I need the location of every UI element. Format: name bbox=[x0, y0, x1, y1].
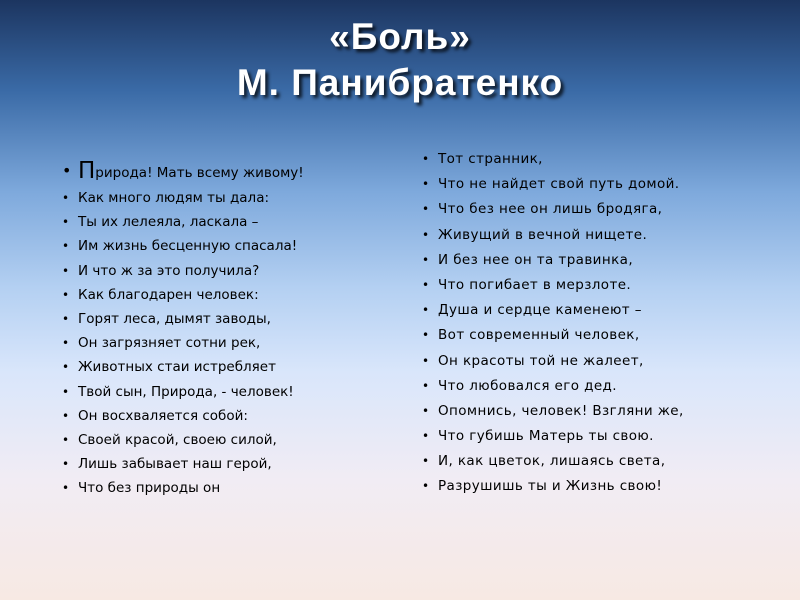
poem-line bbox=[62, 234, 392, 258]
poem-line-text: Живущий в вечной нищете. bbox=[438, 226, 648, 243]
bullet-icon: • bbox=[62, 336, 70, 351]
poem-line bbox=[62, 331, 392, 355]
poem-line bbox=[62, 283, 392, 307]
poem-line bbox=[62, 428, 392, 452]
bullet-icon: • bbox=[62, 408, 70, 423]
poem-line-text: Им жизнь бесценную спасала! bbox=[78, 238, 298, 255]
poem-line bbox=[62, 210, 392, 234]
poem-line bbox=[62, 476, 392, 500]
bullet-icon: • bbox=[422, 177, 430, 192]
poem-line bbox=[422, 474, 782, 499]
bullet-icon: • bbox=[422, 378, 430, 393]
bullet-icon: • bbox=[62, 384, 70, 399]
poem-line bbox=[62, 307, 392, 331]
poem-line-text: Вот современный человек, bbox=[438, 327, 640, 344]
bullet-icon: • bbox=[422, 479, 430, 494]
bullet-icon: • bbox=[62, 287, 70, 302]
bullet-icon: • bbox=[62, 161, 72, 180]
poem-line-text: Душа и сердце каменеют – bbox=[438, 302, 642, 319]
poem-line-text: Лишь забывает наш герой, bbox=[78, 456, 272, 473]
poem-line-text: Как много людям ты дала: bbox=[78, 190, 270, 206]
bullet-icon: • bbox=[62, 215, 70, 230]
bullet-icon: • bbox=[422, 202, 430, 217]
poem-line-text: Твой сын, Природа, - человек! bbox=[78, 383, 294, 400]
poem-line bbox=[422, 424, 782, 449]
left-column bbox=[62, 158, 392, 500]
poem-line-text: Как благодарен человек: bbox=[78, 286, 259, 303]
poem-line bbox=[62, 452, 392, 476]
poem-line bbox=[422, 349, 782, 374]
poem-line bbox=[422, 273, 782, 298]
bullet-icon: • bbox=[422, 252, 430, 267]
bullet-icon: • bbox=[62, 360, 70, 375]
poem-line bbox=[422, 298, 782, 323]
bullet-icon: • bbox=[422, 277, 430, 292]
bullet-icon: • bbox=[422, 227, 430, 242]
poem-line-text: Что губишь Матерь ты свою. bbox=[438, 428, 654, 445]
poem-line-text: И что ж за это получила? bbox=[78, 262, 260, 279]
bullet-icon: • bbox=[62, 432, 70, 447]
first-line-text: рирода! Мать всему живому! bbox=[95, 165, 304, 181]
poem-line bbox=[62, 355, 392, 379]
bullet-icon: • bbox=[422, 303, 430, 318]
bullet-icon: • bbox=[62, 239, 70, 254]
poem-line bbox=[422, 223, 782, 248]
poem-line-text: Горят леса, дымят заводы, bbox=[78, 310, 271, 327]
bullet-icon: • bbox=[422, 454, 430, 469]
bullet-icon: • bbox=[422, 403, 430, 418]
poem-line bbox=[422, 248, 782, 273]
poem-line bbox=[422, 172, 782, 197]
right-column bbox=[422, 147, 782, 500]
poem-line-text: Что погибает в мерзлоте. bbox=[438, 276, 632, 293]
poem-line-text: Своей красой, своею силой, bbox=[78, 431, 277, 448]
poem-line-text: Что без нее он лишь бродяга, bbox=[438, 201, 663, 218]
poem-line-text: Опомнись, человек! Взгляни же, bbox=[438, 402, 684, 419]
bullet-icon: • bbox=[422, 152, 430, 166]
poem-line-text: Что не найдет свой путь домой. bbox=[438, 176, 680, 193]
poem-title: «Боль» bbox=[329, 16, 471, 57]
poem-line-text: Тот странник, bbox=[438, 151, 543, 167]
first-line-initial: П bbox=[78, 158, 96, 184]
bullet-icon: • bbox=[62, 191, 70, 205]
bullet-icon: • bbox=[62, 457, 70, 472]
poem-line-text: И, как цветок, лишаясь света, bbox=[438, 453, 666, 470]
bullet-icon: • bbox=[422, 328, 430, 343]
poem-line-text: Он красоты той не жалеет, bbox=[438, 352, 644, 369]
poem-line bbox=[422, 449, 782, 474]
poem-line-text: Животных стаи истребляет bbox=[78, 359, 276, 376]
poem-line bbox=[62, 259, 392, 283]
bullet-icon: • bbox=[62, 263, 70, 278]
poem-line bbox=[62, 404, 392, 428]
poem-line bbox=[62, 380, 392, 404]
poem-line-text: Ты их лелеяла, ласкала – bbox=[78, 214, 259, 231]
poem-line bbox=[422, 197, 782, 222]
poem-line bbox=[422, 323, 782, 348]
poem-line-text: Он восхваляется собой: bbox=[78, 407, 248, 424]
poem-line-text: Что без природы он bbox=[78, 480, 221, 497]
bullet-icon: • bbox=[62, 311, 70, 326]
poem-author: М. Панибратенко bbox=[236, 62, 564, 103]
poem-line bbox=[422, 147, 782, 172]
poem-line bbox=[422, 374, 782, 399]
poem-line bbox=[62, 158, 392, 184]
title-block bbox=[0, 14, 800, 106]
bullet-icon: • bbox=[62, 481, 70, 496]
poem-line-text: Что любовался его дед. bbox=[438, 377, 617, 394]
poem-line-text: Он загрязняет сотни рек, bbox=[78, 335, 261, 352]
poem-line bbox=[62, 186, 392, 210]
poem-line-text: Разрушишь ты и Жизнь свою! bbox=[438, 478, 663, 495]
poem-line bbox=[422, 399, 782, 424]
bullet-icon: • bbox=[422, 353, 430, 368]
bullet-icon: • bbox=[422, 429, 430, 444]
poem-line-text: И без нее он та травинка, bbox=[438, 251, 634, 268]
